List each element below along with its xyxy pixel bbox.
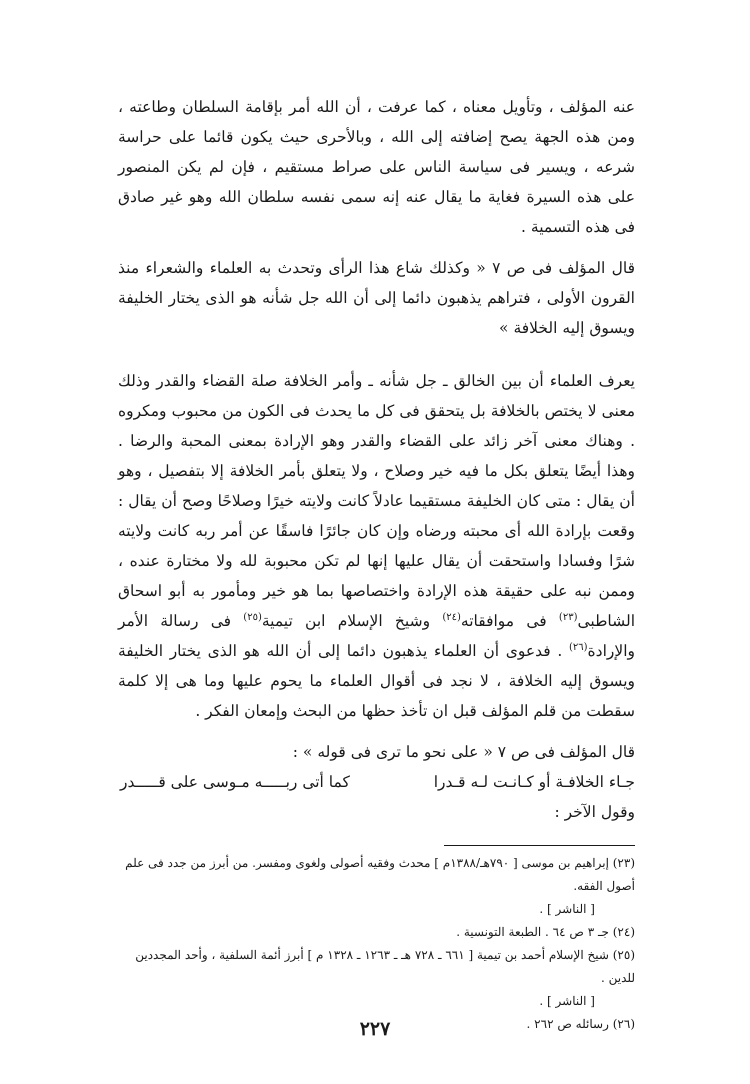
footnotes [118, 852, 635, 1036]
footnote-continuation: [ الناشر ] . [539, 902, 595, 916]
body-text [118, 92, 635, 827]
page-number: ٢٢٧ [359, 1018, 391, 1040]
paragraph-3-part-b: فى موافقاته [460, 612, 559, 630]
verse-first-hemistich: جـاء الخلافـة أو كـانـت لـه قـدرا [433, 773, 635, 791]
paragraph-1: عنه المؤلف ، وتأويل معناه ، كما عرفت ، أن الله أمر بإقامة السلطان وطاعته ، ومن هذه الجهة يصح إضافته إلى الله ، وبالأحرى حيث يكون قائما على حراسة شرعه ، ويسير فى سياسة الناس على صراط مستقيم ، فإن لم يكن المنصور على هذه السيرة فغاية ما يقال عنه إنه سمى نفسه سلطان الله وهو غير صادق فى هذه التسمية . [118, 98, 635, 236]
footnote-number: (٢٣) [612, 856, 635, 870]
paragraph-3-part-c: وشيخ الإسلام ابن تيمية [261, 612, 443, 630]
footnote-ref-25: (٢٥) [243, 611, 262, 623]
footnote-continuation: [ الناشر ] . [539, 994, 595, 1008]
footnote-ref-26: (٢٦) [568, 641, 588, 653]
footnote-number: (٢٥) [612, 948, 635, 962]
footnote-25 [118, 944, 635, 1013]
footnote-ref-23: (٢٣) [558, 611, 578, 623]
footnote-ref-24: (٢٤) [442, 611, 461, 623]
footnote-text: شيخ الإسلام أحمد بن تيمية [ ٦٦١ ـ ٧٢٨ هـ ـ ١٢٦٣ ـ ١٣٢٨ م ] أبرز أئمة السلفية ، وأحد المجددين للدين . [135, 948, 635, 985]
footnote-separator [444, 845, 635, 846]
footnote-text: رسائله ص ٢٦٢ . [526, 1017, 609, 1031]
verse-second-hemistich: كما أتى ربـــــه مـوسى على قـــــدر [120, 773, 350, 791]
paragraph-3-part-d: فى رسالة الأمر والإرادة [118, 612, 635, 660]
paragraph-4: قال المؤلف فى ص ٧ « على نحو ما ترى فى قوله » : [292, 743, 635, 761]
footnote-text: إبراهيم بن موسى [ ٧٩٠هـ/١٣٨٨م ] محدث وفقيه أصولى ولغوى ومفسر. من أبرز من جدد فى علم أصول الفقه. [125, 856, 635, 893]
paragraph-3-part-e: . فدعوى أن العلماء يذهبون دائما إلى أن الله هو الذى يختار الخليفة ويسوق إليه الخلافة ، لا نجد فى أقوال العلماء ما يحوم عليها وما هى إلا كلمة سقطت من قلم المؤلف قبل ان تأخذ حظها من البحث وإمعان الفكر . [118, 642, 635, 720]
footnote-number: (٢٦) [612, 1017, 635, 1031]
paragraph-5: وقول الآخر : [554, 803, 635, 821]
footnote-24 [118, 921, 635, 944]
footnote-text: جـ ٣ ص ٦٤ . الطبعة التونسية . [456, 925, 609, 939]
footnote-23 [118, 852, 635, 921]
paragraph-3 [118, 366, 635, 726]
paragraph-3-part-a: يعرف العلماء أن بين الخالق ـ جل شأنه ـ وأمر الخلافة صلة القضاء والقدر وذلك معنى لا يختص بالخلافة بل يتحقق فى كل ما يحدث فى الكون من محبوب ومكروه . وهناك معنى آخر زائد على القضاء والقدر وهو الإرادة بمعنى المحبة والرضا . وهذا أيضًا يتعلق بكل ما فيه خير وصلاح ، ولا يتعلق بأمر الخلافة إلا بتفصيل ، وهو أن يقال : متى كان الخليفة مستقيما عادلاً كانت ولايته خيرًا وصلاحًا وصح أن يقال : وقعت بإرادة الله أى محبته ورضاه وإن كان جائرًا فاسقًا عن أمر ربه كانت ولايته شرًا وفسادا واستحقت أن يقال عليها إنها لم تكن محبوبة لله ولا مختارة عنده ، وممن نبه على حقيقة هذه الإرادة واختصاصها بما هو خير ومأمور به أبو اسحاق الشاطبى [118, 372, 635, 630]
poetry-verse [118, 767, 635, 797]
footnote-number: (٢٤) [612, 925, 635, 939]
paragraph-2: قال المؤلف فى ص ٧ « وكذلك شاع هذا الرأى وتحدث به العلماء والشعراء منذ القرون الأولى ، فتراهم يذهبون دائما إلى أن الله جل شأنه هو الذى يختار الخليفة ويسوق إليه الخلافة » [118, 259, 635, 337]
